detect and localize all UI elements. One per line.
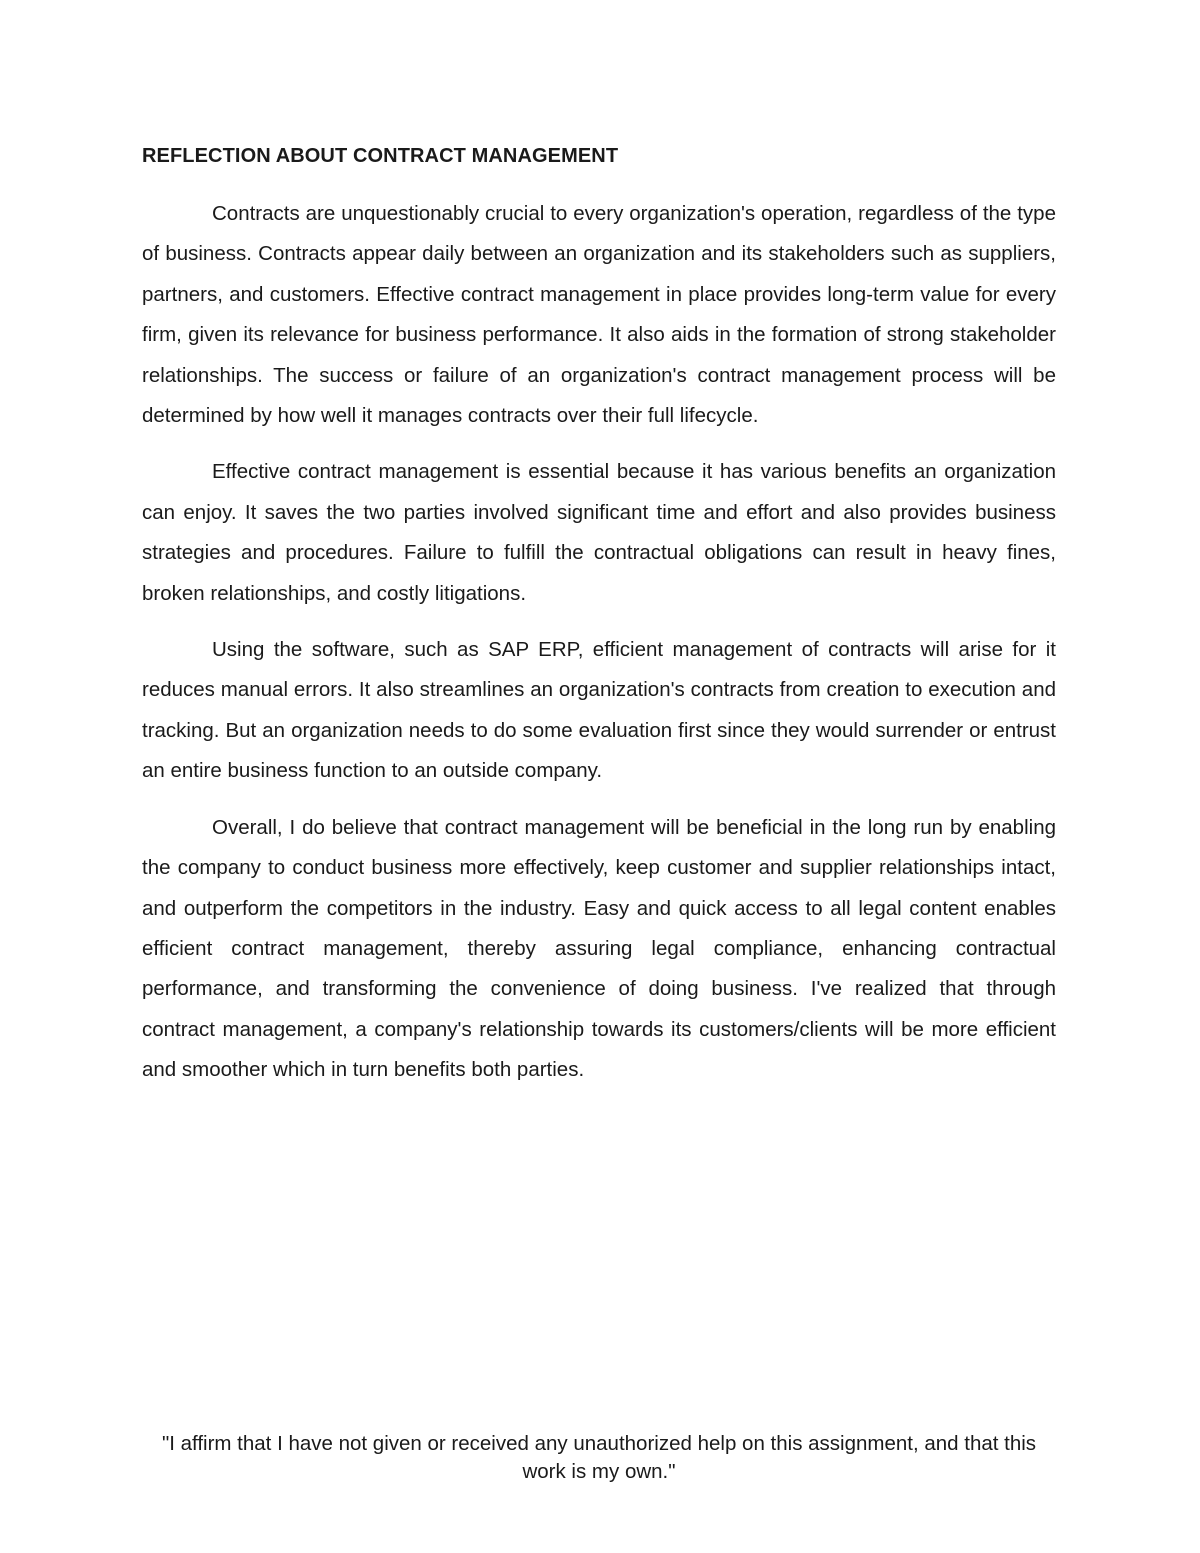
document-page — [142, 140, 1056, 1107]
affirmation-statement: "I affirm that I have not given or received any unauthorized help on this assignment, and that this work is my own." — [161, 1432, 1037, 1483]
paragraph-3: Using the software, such as SAP ERP, efficient management of contracts will arise for it reduces manual errors. It also streamlines an organization's contracts from creation to execution and tracking. But an organization needs to do some evaluation first since they would surrender or entrust an entire business function to an outside company. — [142, 638, 1056, 783]
paragraph-2: Effective contract management is essential because it has various benefits an organization can enjoy. It saves the two parties involved significant time and effort and also provides business strategies and procedures. Failure to fulfill the contractual obligations can result in heavy fines, broken relationships, and costly litigations. — [142, 460, 1056, 605]
document-title: REFLECTION ABOUT CONTRACT MANAGEMENT — [142, 145, 619, 167]
paragraph-4: Overall, I do believe that contract management will be beneficial in the long run by enabling the company to conduct business more effectively, keep customer and supplier relationships intact, and outperform the competitors in the industry. Easy and quick access to all legal content enables efficient contract management, thereby assuring legal compliance, enhancing contractual performance, and transforming the convenience of doing business. I've realized that through contract management, a company's relationship towards its customers/clients will be more efficient and smoother which in turn benefits both parties. — [142, 815, 1056, 1082]
paragraph-1: Contracts are unquestionably crucial to every organization's operation, regardless of the type of business. Contracts appear daily between an organization and its stakeholders such as suppliers, partners, and customers. Effective contract management in place provides long-term value for every firm, given its relevance for business performance. It also aids in the formation of strong stakeholder relationships. The success or failure of an organization's contract management process will be determined by how well it manages contracts over their full lifecycle. — [142, 202, 1056, 428]
